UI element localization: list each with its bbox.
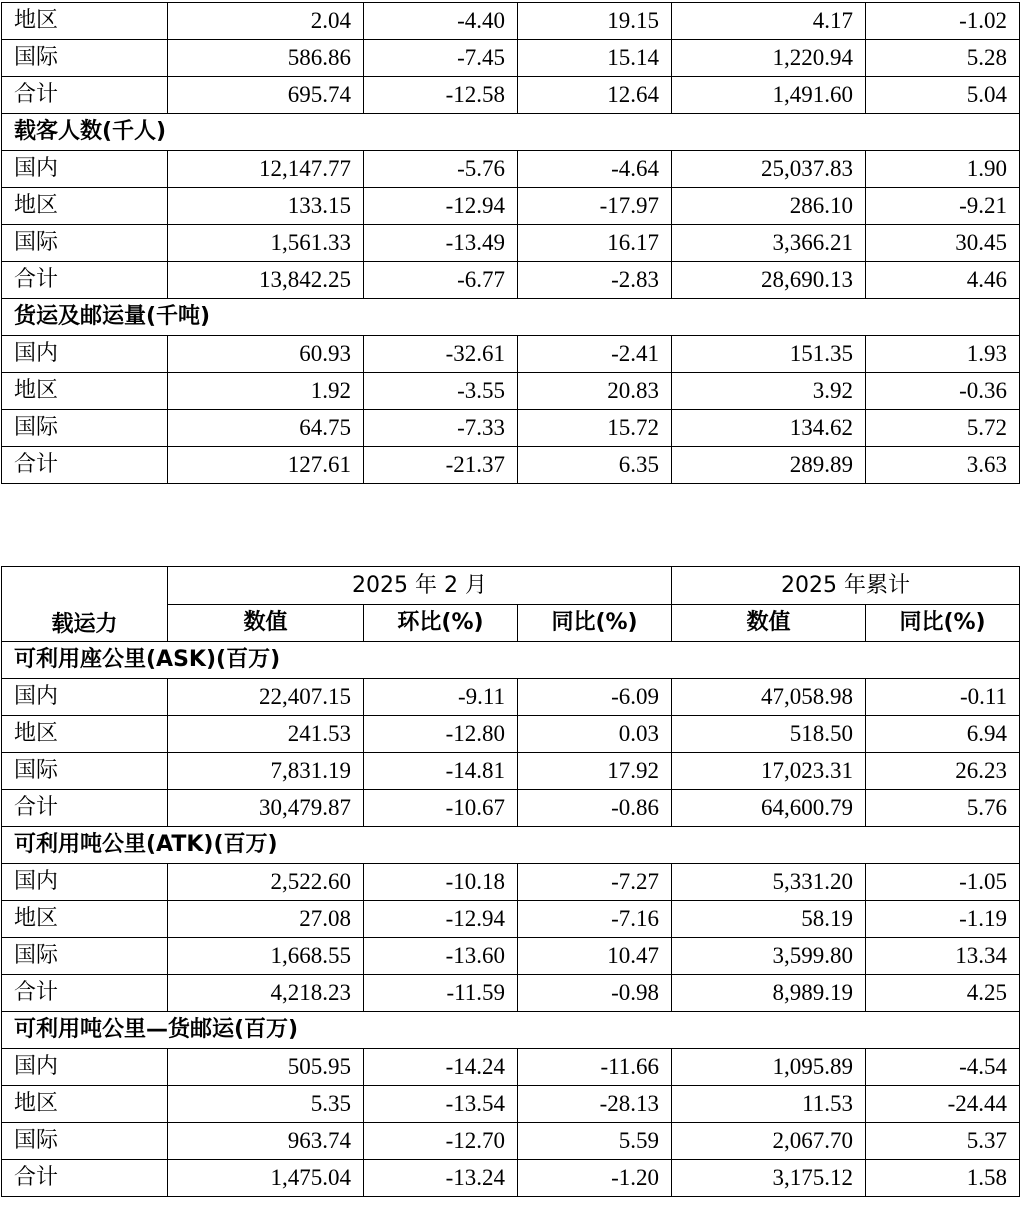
month-value-cell: 695.74 [168,77,364,114]
month-mom-cell: -14.24 [364,1049,518,1086]
month-group-header: 2025 年 2 月 [168,567,672,605]
table-row [2,1160,1020,1197]
ytd-value-cell: 134.62 [672,410,866,447]
table-row [2,336,1020,373]
month-value-cell: 30,479.87 [168,790,364,827]
table-row [2,77,1020,114]
ytd-yoy-cell: -24.44 [866,1086,1020,1123]
table-row [2,447,1020,484]
section-header-row [2,827,1020,864]
month-yoy-cell: -0.98 [518,975,672,1012]
month-yoy-cell: -0.86 [518,790,672,827]
month-value-cell: 963.74 [168,1123,364,1160]
capacity-table [1,566,1020,1197]
month-yoy-cell: 10.47 [518,938,672,975]
month-yoy-cell: 20.83 [518,373,672,410]
ytd-value-cell: 11.53 [672,1086,866,1123]
month-value-cell: 2.04 [168,3,364,40]
row-label: 合计 [2,1160,168,1197]
month-mom-cell: -14.81 [364,753,518,790]
ytd-value-cell: 1,491.60 [672,77,866,114]
section-title: 载客人数(千人) [2,114,1020,151]
month-value-cell: 505.95 [168,1049,364,1086]
month-mom-cell: -10.18 [364,864,518,901]
row-label: 地区 [2,716,168,753]
ytd-yoy-cell: 5.72 [866,410,1020,447]
table-row [2,3,1020,40]
ytd-value-cell: 28,690.13 [672,262,866,299]
ytd-value-cell: 17,023.31 [672,753,866,790]
row-label: 国内 [2,1049,168,1086]
table-row [2,410,1020,447]
ytd-yoy-cell: 4.46 [866,262,1020,299]
month-yoy-cell: 17.92 [518,753,672,790]
table-row [2,790,1020,827]
month-value-cell: 7,831.19 [168,753,364,790]
capacity-header-row-1 [2,567,1020,605]
table-row [2,262,1020,299]
row-label: 地区 [2,373,168,410]
row-label: 国际 [2,40,168,77]
table-row [2,679,1020,716]
table-row [2,938,1020,975]
row-label: 合计 [2,262,168,299]
section-title: 可利用吨公里—货邮运(百万) [2,1012,1020,1049]
month-mom-cell: -12.80 [364,716,518,753]
month-value-cell: 13,842.25 [168,262,364,299]
ytd-value-cell: 58.19 [672,901,866,938]
row-label: 地区 [2,188,168,225]
month-mom-cell: -21.37 [364,447,518,484]
month-yoy-cell: 16.17 [518,225,672,262]
month-yoy-cell: -6.09 [518,679,672,716]
row-label: 国际 [2,225,168,262]
month-mom-cell: -10.67 [364,790,518,827]
ytd-yoy-cell: 26.23 [866,753,1020,790]
table-row [2,753,1020,790]
month-yoy-cell: -1.20 [518,1160,672,1197]
ytd-yoy-cell: -9.21 [866,188,1020,225]
table-row [2,1086,1020,1123]
section-title: 可利用吨公里(ATK)(百万) [2,827,1020,864]
month-mom-cell: -13.60 [364,938,518,975]
month-yoy-cell: -28.13 [518,1086,672,1123]
month-mom-cell: -12.94 [364,901,518,938]
section-header-row [2,1012,1020,1049]
row-label: 国际 [2,1123,168,1160]
col-header-month-mom: 环比(%) [364,605,518,642]
ytd-value-cell: 289.89 [672,447,866,484]
month-yoy-cell: 5.59 [518,1123,672,1160]
month-value-cell: 2,522.60 [168,864,364,901]
month-mom-cell: -12.58 [364,77,518,114]
table-row [2,40,1020,77]
month-yoy-cell: 15.14 [518,40,672,77]
month-mom-cell: -13.24 [364,1160,518,1197]
month-value-cell: 27.08 [168,901,364,938]
month-value-cell: 64.75 [168,410,364,447]
ytd-value-cell: 1,220.94 [672,40,866,77]
month-yoy-cell: 19.15 [518,3,672,40]
row-label: 国际 [2,410,168,447]
row-label: 合计 [2,790,168,827]
ytd-yoy-cell: 6.94 [866,716,1020,753]
row-label: 国内 [2,864,168,901]
table-row [2,975,1020,1012]
month-mom-cell: -5.76 [364,151,518,188]
ytd-yoy-cell: 5.37 [866,1123,1020,1160]
ytd-value-cell: 25,037.83 [672,151,866,188]
ytd-value-cell: 47,058.98 [672,679,866,716]
month-mom-cell: -32.61 [364,336,518,373]
row-label: 地区 [2,901,168,938]
ytd-value-cell: 286.10 [672,188,866,225]
month-mom-cell: -12.70 [364,1123,518,1160]
traffic-table-body [2,3,1020,484]
table-row [2,188,1020,225]
month-value-cell: 5.35 [168,1086,364,1123]
month-yoy-cell: -17.97 [518,188,672,225]
month-value-cell: 1,561.33 [168,225,364,262]
month-mom-cell: -7.45 [364,40,518,77]
ytd-yoy-cell: 1.90 [866,151,1020,188]
ytd-value-cell: 3,366.21 [672,225,866,262]
ytd-value-cell: 3,175.12 [672,1160,866,1197]
table-row [2,225,1020,262]
table-row [2,901,1020,938]
capacity-corner-label: 载运力 [2,567,168,642]
table-row [2,373,1020,410]
month-mom-cell: -9.11 [364,679,518,716]
ytd-yoy-cell: 1.58 [866,1160,1020,1197]
ytd-yoy-cell: -4.54 [866,1049,1020,1086]
row-label: 国内 [2,679,168,716]
section-title: 货运及邮运量(千吨) [2,299,1020,336]
month-mom-cell: -13.49 [364,225,518,262]
month-yoy-cell: 15.72 [518,410,672,447]
ytd-yoy-cell: 13.34 [866,938,1020,975]
ytd-yoy-cell: 1.93 [866,336,1020,373]
month-mom-cell: -12.94 [364,188,518,225]
ytd-group-header: 2025 年累计 [672,567,1020,605]
month-value-cell: 22,407.15 [168,679,364,716]
table-row [2,716,1020,753]
row-label: 地区 [2,3,168,40]
row-label: 国际 [2,938,168,975]
col-header-ytd-yoy: 同比(%) [866,605,1020,642]
ytd-yoy-cell: 5.04 [866,77,1020,114]
month-yoy-cell: -2.83 [518,262,672,299]
ytd-value-cell: 3,599.80 [672,938,866,975]
ytd-value-cell: 2,067.70 [672,1123,866,1160]
month-yoy-cell: -4.64 [518,151,672,188]
ytd-value-cell: 64,600.79 [672,790,866,827]
table-row [2,1123,1020,1160]
month-yoy-cell: -11.66 [518,1049,672,1086]
table-row [2,1049,1020,1086]
row-label: 合计 [2,975,168,1012]
ytd-yoy-cell: 30.45 [866,225,1020,262]
ytd-value-cell: 4.17 [672,3,866,40]
month-yoy-cell: 6.35 [518,447,672,484]
month-yoy-cell: 0.03 [518,716,672,753]
month-value-cell: 241.53 [168,716,364,753]
month-mom-cell: -7.33 [364,410,518,447]
month-value-cell: 1.92 [168,373,364,410]
ytd-value-cell: 1,095.89 [672,1049,866,1086]
ytd-yoy-cell: -0.36 [866,373,1020,410]
section-header-row [2,299,1020,336]
month-mom-cell: -4.40 [364,3,518,40]
month-mom-cell: -3.55 [364,373,518,410]
month-value-cell: 1,668.55 [168,938,364,975]
month-yoy-cell: -2.41 [518,336,672,373]
row-label: 合计 [2,77,168,114]
month-value-cell: 12,147.77 [168,151,364,188]
ytd-value-cell: 151.35 [672,336,866,373]
month-value-cell: 60.93 [168,336,364,373]
ytd-value-cell: 8,989.19 [672,975,866,1012]
ytd-yoy-cell: -1.05 [866,864,1020,901]
month-value-cell: 4,218.23 [168,975,364,1012]
col-header-ytd-value: 数值 [672,605,866,642]
ytd-yoy-cell: -0.11 [866,679,1020,716]
ytd-value-cell: 3.92 [672,373,866,410]
month-yoy-cell: -7.16 [518,901,672,938]
ytd-value-cell: 5,331.20 [672,864,866,901]
section-header-row [2,642,1020,679]
col-header-month-value: 数值 [168,605,364,642]
month-mom-cell: -13.54 [364,1086,518,1123]
ytd-yoy-cell: -1.02 [866,3,1020,40]
table-row [2,864,1020,901]
ytd-yoy-cell: 5.76 [866,790,1020,827]
ytd-yoy-cell: 5.28 [866,40,1020,77]
row-label: 合计 [2,447,168,484]
month-value-cell: 127.61 [168,447,364,484]
row-label: 国内 [2,151,168,188]
month-value-cell: 1,475.04 [168,1160,364,1197]
ytd-yoy-cell: 3.63 [866,447,1020,484]
month-mom-cell: -11.59 [364,975,518,1012]
row-label: 国际 [2,753,168,790]
capacity-table-body [2,642,1020,1197]
table-row [2,151,1020,188]
traffic-table-continued [1,2,1020,484]
row-label: 国内 [2,336,168,373]
month-value-cell: 586.86 [168,40,364,77]
ytd-yoy-cell: 4.25 [866,975,1020,1012]
ytd-value-cell: 518.50 [672,716,866,753]
section-title: 可利用座公里(ASK)(百万) [2,642,1020,679]
section-header-row [2,114,1020,151]
month-yoy-cell: 12.64 [518,77,672,114]
month-value-cell: 133.15 [168,188,364,225]
month-mom-cell: -6.77 [364,262,518,299]
month-yoy-cell: -7.27 [518,864,672,901]
row-label: 地区 [2,1086,168,1123]
col-header-month-yoy: 同比(%) [518,605,672,642]
ytd-yoy-cell: -1.19 [866,901,1020,938]
